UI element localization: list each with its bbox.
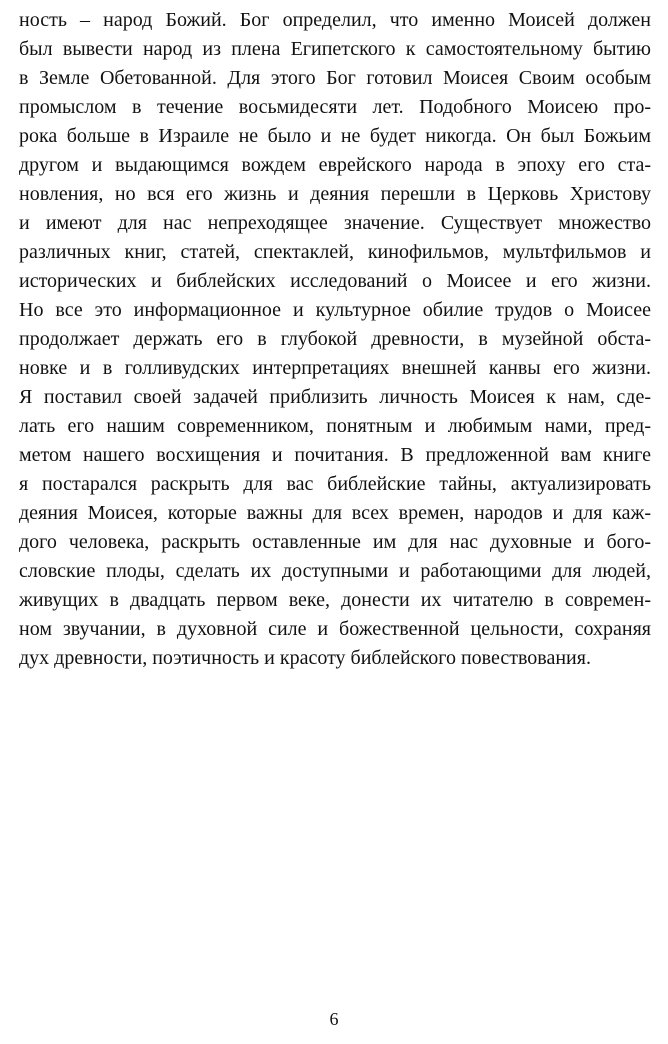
text-line: и имеют для нас непреходящее значение. Существует множество [19, 212, 651, 234]
text-line: деяния Моисея, которые важны для всех времен, народов и для каж- [19, 502, 651, 524]
text-line-last: дух древности, поэтичность и красоту библейского повествования. [19, 647, 591, 669]
text-line: исторических и библейских исследований о Моисее и его жизни. [19, 270, 651, 292]
text-line: метом нашего восхищения и почитания. В предложенной вам книге [19, 444, 651, 466]
text-line: был вывести народ из плена Египетского к самостоятельному бытию [19, 38, 651, 60]
text-line: различных книг, статей, спектаклей, кинофильмов, мультфильмов и [19, 241, 651, 263]
page-number: 6 [329, 1009, 339, 1029]
text-line: промыслом в течение восьмидесяти лет. Подобного Моисею про- [19, 96, 651, 118]
text-line: я постарался раскрыть для вас библейские тайны, актуализировать [19, 473, 651, 495]
text-line: другом и выдающимся вождем еврейского народа в эпоху его ста- [19, 154, 651, 176]
text-line: продолжает держать его в глубокой древности, в музейной обста- [19, 328, 651, 350]
text-line: лать его нашим современником, понятным и любимым нами, пред- [19, 415, 651, 437]
text-line: Я поставил своей задачей приблизить личность Моисея к нам, сде- [19, 386, 651, 408]
text-line: словские плоды, сделать их доступными и работающими для людей, [19, 560, 651, 582]
text-line: новке и в голливудских интерпретациях внешней канвы его жизни. [19, 357, 651, 379]
text-line: рока больше в Израиле не было и не будет никогда. Он был Божьим [19, 125, 651, 147]
text-line: ном звучании, в духовной силе и божественной цельности, сохраняя [19, 618, 651, 640]
text-line: дого человека, раскрыть оставленные им для нас духовные и бого- [19, 531, 651, 553]
text-line: новления, но вся его жизнь и деяния перешли в Церковь Христову [19, 183, 651, 205]
text-line: ность – народ Божий. Бог определил, что именно Моисей должен [19, 9, 651, 31]
body-paragraph [19, 6, 651, 673]
text-line: в Земле Обетованной. Для этого Бог готовил Моисея Своим особым [19, 67, 651, 89]
text-line: Но все это информационное и культурное обилие трудов о Моисее [19, 299, 651, 321]
text-line: живущих в двадцать первом веке, донести их читателю в современ- [19, 589, 651, 611]
